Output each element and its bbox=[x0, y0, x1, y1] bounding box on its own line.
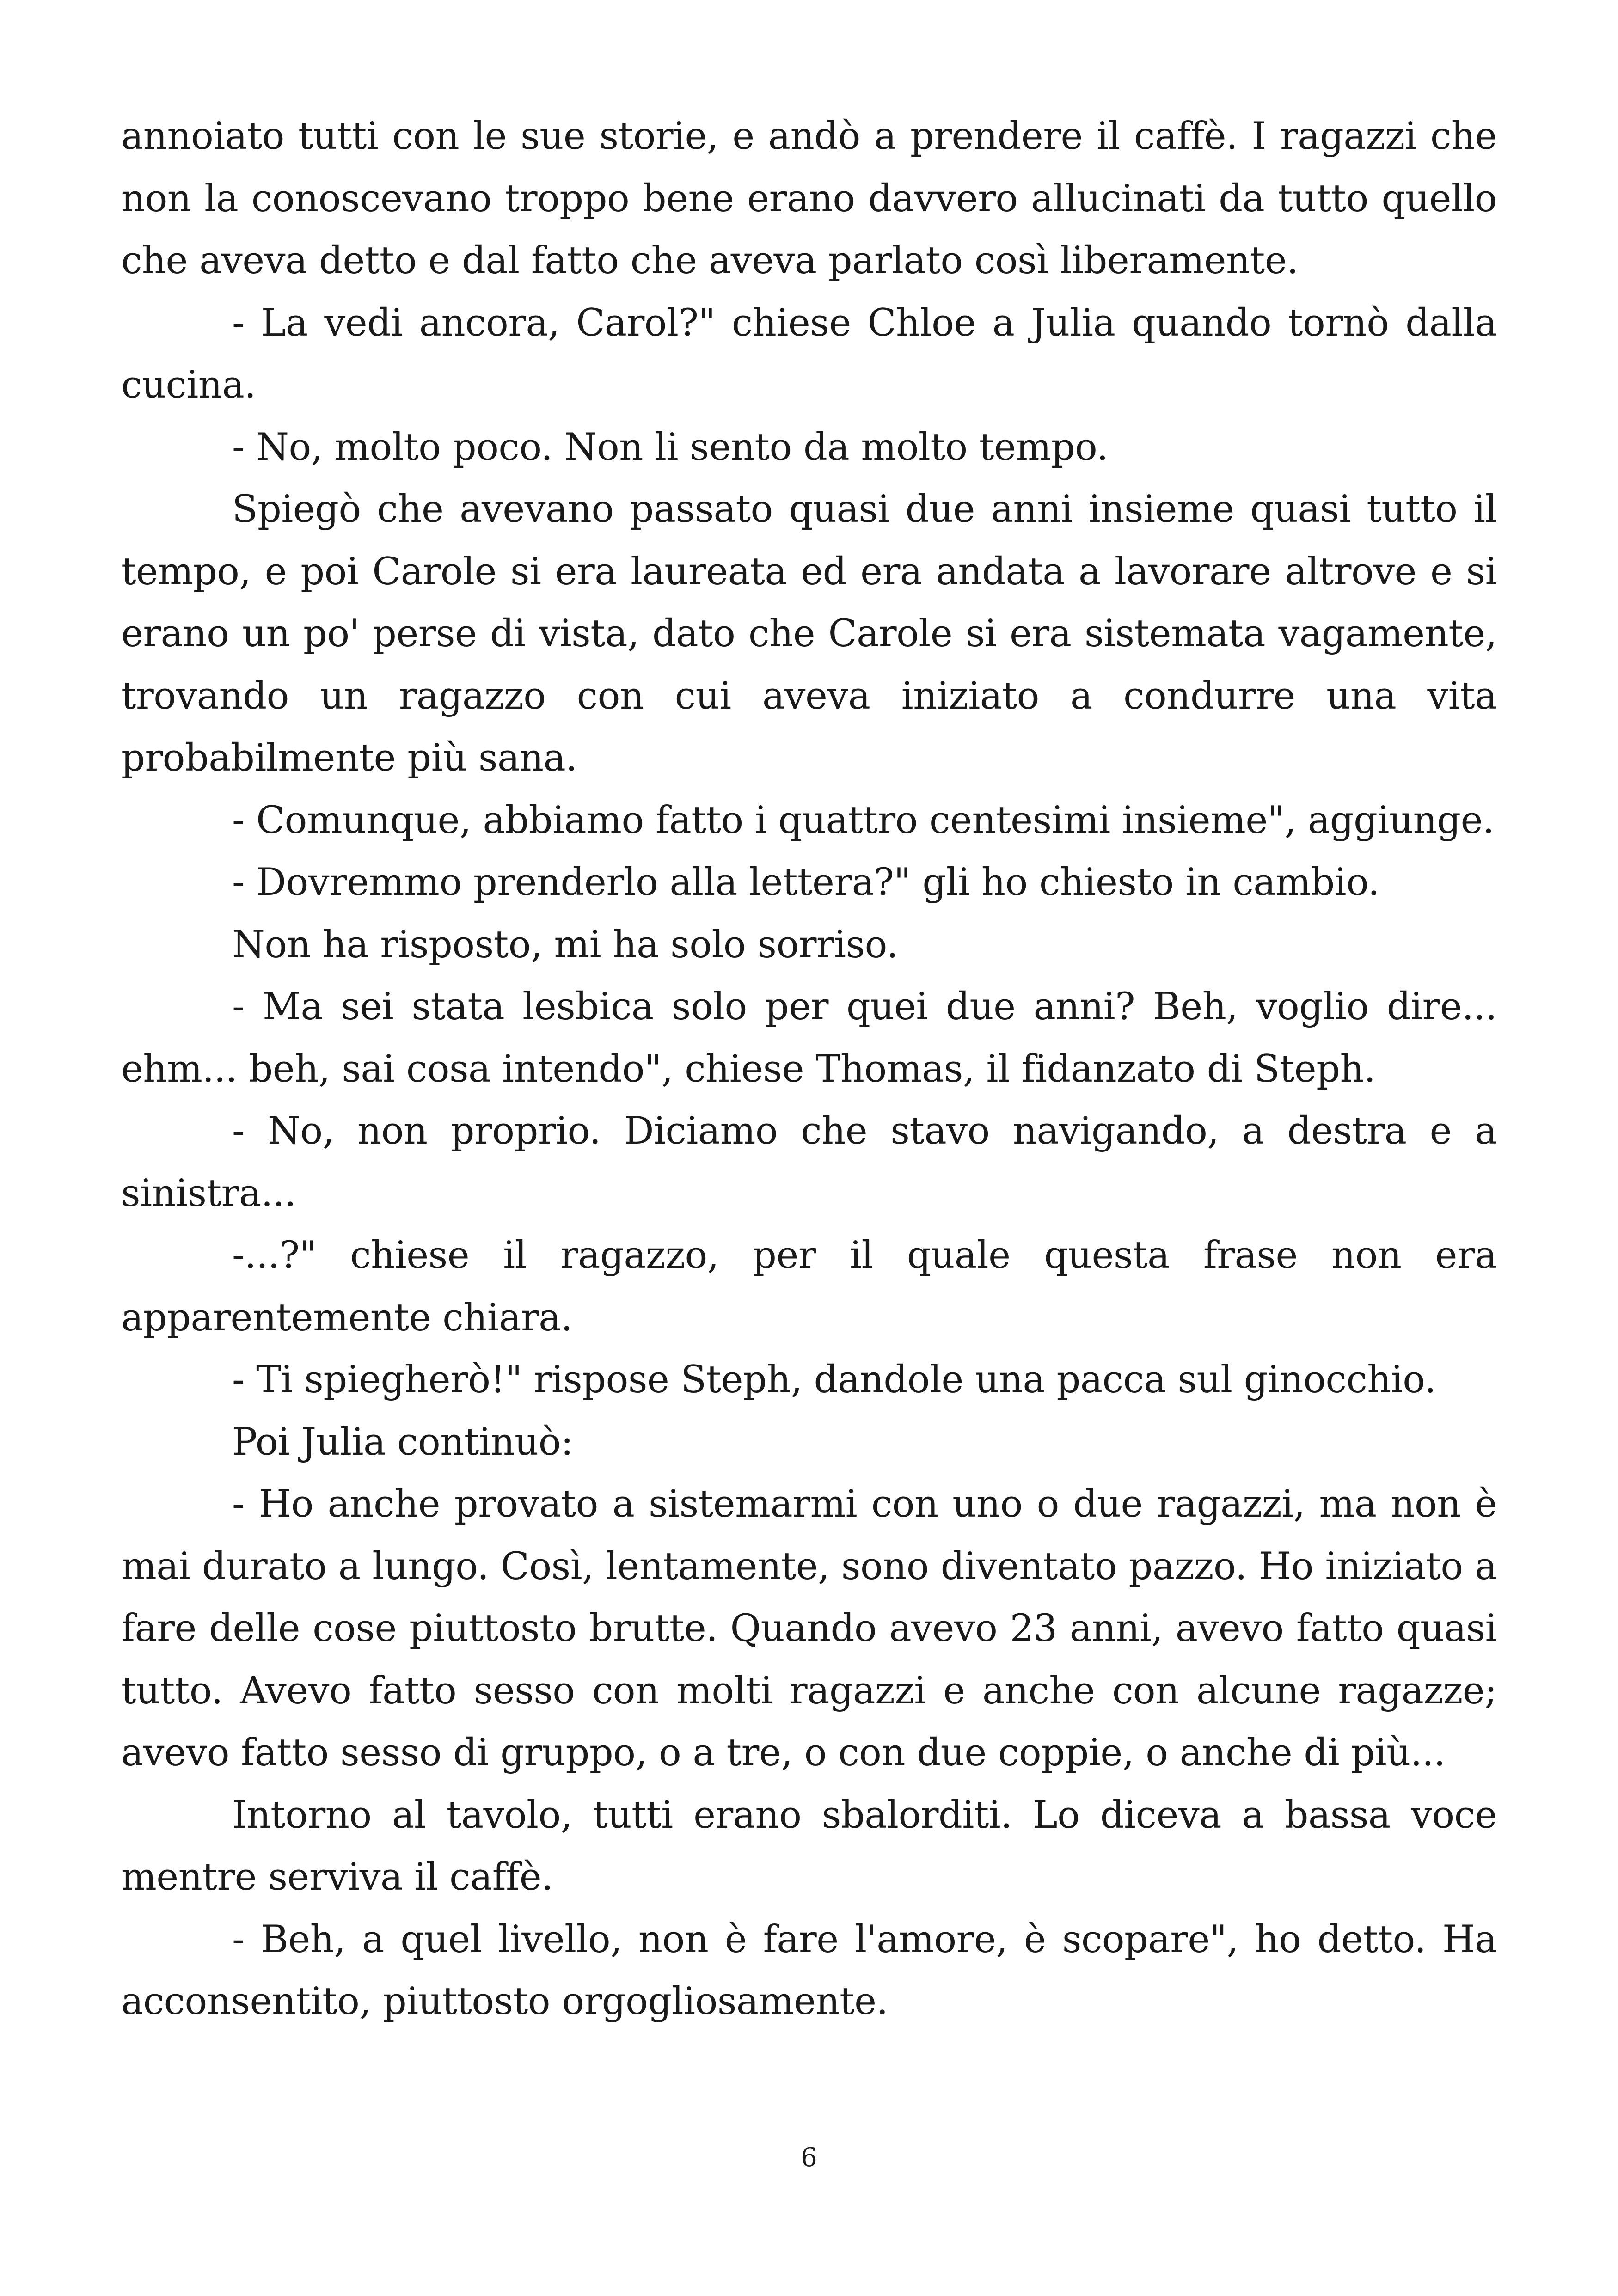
paragraph-11: - Ti spiegherò!" rispose Steph, dandole una pacca sul ginocchio. bbox=[232, 1358, 1436, 1402]
paragraph-3: - No, molto poco. Non li sento da molto tempo. bbox=[232, 425, 1109, 469]
paragraph-2: - La vedi ancora, Carol?" chiese Chloe a Julia quando tornò dalla cucina. bbox=[121, 301, 1497, 407]
paragraph-13: - Ho anche provato a sistemarmi con uno o due ragazzi, ma non è mai durato a lungo. Così, lentamente, sono diventato pazzo. Ho iniziato a fare delle cose piuttosto brutte. Quando avevo 23 anni, avevo fatto quasi tutto. Avevo fatto sesso con molti ragazzi e anche con alcune ragazze; avevo fatto sesso di gruppo, o a tre, o con due coppie, o anche di più... bbox=[121, 1482, 1497, 1775]
paragraph-10: -...?" chiese il ragazzo, per il quale questa frase non era apparentemente chiara. bbox=[121, 1234, 1497, 1340]
page-number: 6 bbox=[801, 2143, 817, 2173]
paragraph-8: - Ma sei stata lesbica solo per quei due anni? Beh, voglio dire... ehm... beh, sai cosa intendo", chiese Thomas, il fidanzato di Steph. bbox=[121, 985, 1497, 1091]
paragraph-12: Poi Julia continuò: bbox=[232, 1420, 573, 1464]
paragraph-14: Intorno al tavolo, tutti erano sbalorditi. Lo diceva a bassa voce mentre serviva il caffè. bbox=[121, 1793, 1497, 1899]
paragraph-7: Non ha risposto, mi ha solo sorriso. bbox=[232, 923, 898, 967]
body-text bbox=[121, 105, 1497, 2033]
paragraph-1: annoiato tutti con le sue storie, e andò a prendere il caffè. I ragazzi che non la conoscevano troppo bene erano davvero allucinati da tutto quello che aveva detto e dal fatto che aveva parlato così liberamente. bbox=[121, 115, 1497, 282]
paragraph-9: - No, non proprio. Diciamo che stavo navigando, a destra e a sinistra... bbox=[121, 1109, 1497, 1215]
paragraph-4: Spiegò che avevano passato quasi due anni insieme quasi tutto il tempo, e poi Carole si era laureata ed era andata a lavorare altrove e si erano un po' perse di vista, dato che Carole si era sistemata vagamente, trovando un ragazzo con cui aveva iniziato a condurre una vita probabilmente più sana. bbox=[121, 488, 1497, 780]
paragraph-5: - Comunque, abbiamo fatto i quattro centesimi insieme", aggiunge. bbox=[232, 798, 1495, 842]
paragraph-15: - Beh, a quel livello, non è fare l'amore, è scopare", ho detto. Ha acconsentito, piuttosto orgogliosamente. bbox=[121, 1917, 1497, 2023]
paragraph-6: - Dovremmo prenderlo alla lettera?" gli ho chiesto in cambio. bbox=[232, 861, 1380, 904]
